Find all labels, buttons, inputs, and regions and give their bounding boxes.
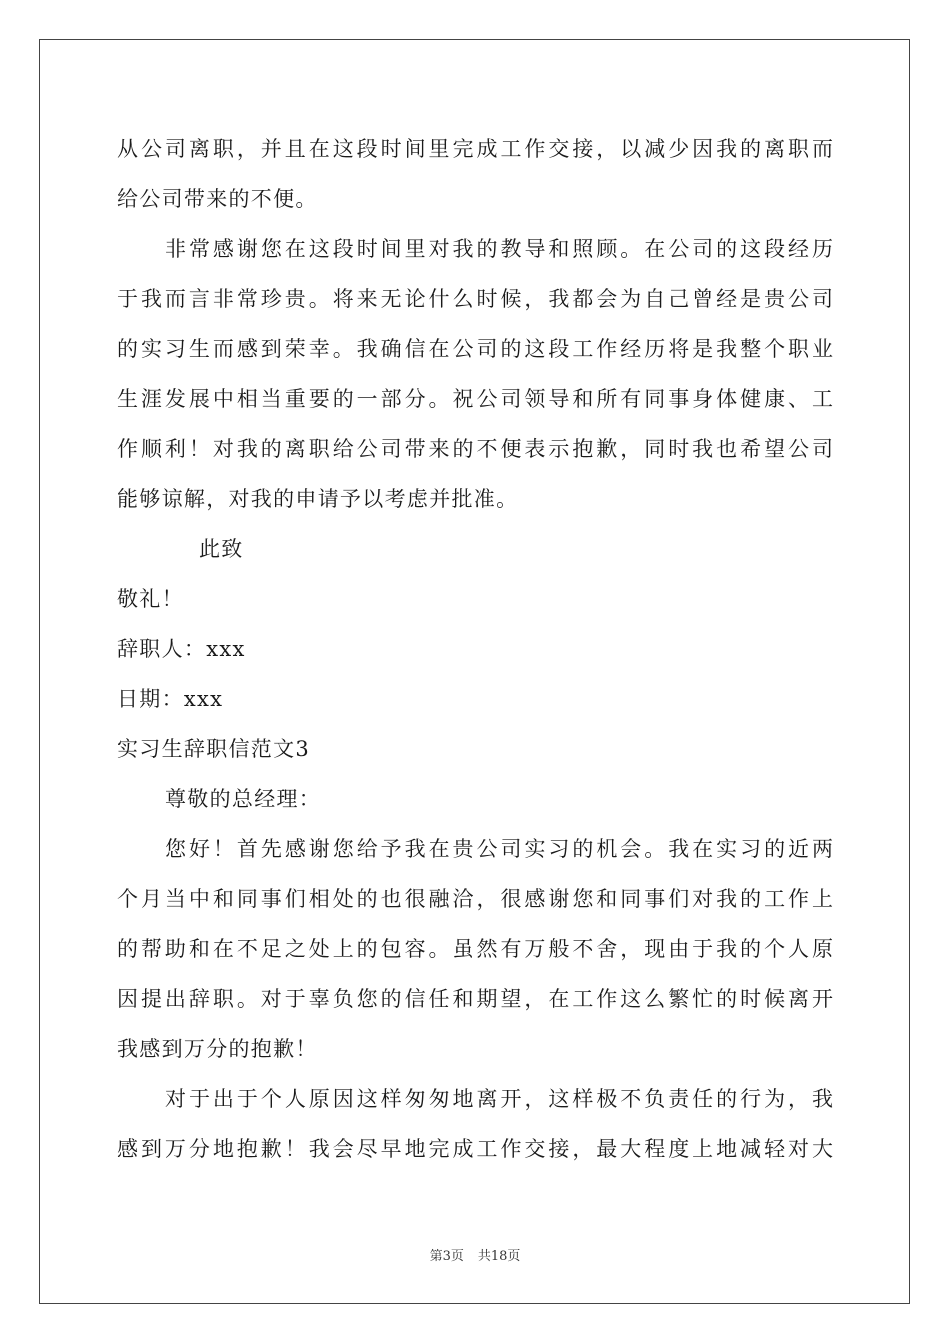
paragraph-first-line: 非常感谢您在这段时间里对我的教导和照顾。在公司的这段经历	[165, 237, 833, 261]
greeting-line: 尊敬的总经理：	[165, 787, 322, 811]
closing-salutation: 此致	[199, 537, 244, 561]
body-line: 于我而言非常珍贵。将来无论什么时候，我都会为自己曾经是贵公司	[117, 287, 833, 311]
body-line: 生涯发展中相当重要的一部分。祝公司领导和所有同事身体健康、工	[117, 387, 833, 411]
body-line: 的帮助和在不足之处上的包容。虽然有万般不舍，现由于我的个人原	[117, 937, 833, 961]
section-title: 实习生辞职信范文3	[117, 737, 311, 761]
body-line: 的实习生而感到荣幸。我确信在公司的这段工作经历将是我整个职业	[117, 337, 833, 361]
body-line: 作顺利！对我的离职给公司带来的不便表示抱歉，同时我也希望公司	[117, 437, 833, 461]
body-line: 感到万分地抱歉！我会尽早地完成工作交接，最大程度上地减轻对大	[117, 1137, 833, 1161]
paragraph-first-line: 您好！首先感谢您给予我在贵公司实习的机会。我在实习的近两	[165, 837, 833, 861]
date-line: 日期：xxx	[117, 687, 224, 711]
body-line: 给公司带来的不便。	[117, 187, 318, 211]
page-frame	[39, 39, 910, 1304]
paragraph-first-line: 对于出于个人原因这样匆匆地离开，这样极不负责任的行为，我	[165, 1087, 833, 1111]
page-footer	[0, 1248, 950, 1266]
page-total: 共18页	[477, 1249, 521, 1264]
closing-regards: 敬礼！	[117, 587, 184, 611]
body-line: 能够谅解，对我的申请予以考虑并批准。	[117, 487, 519, 511]
body-line: 因提出辞职。对于辜负您的信任和期望，在工作这么繁忙的时候离开	[117, 987, 833, 1011]
body-line: 个月当中和同事们相处的也很融洽，很感谢您和同事们对我的工作上	[117, 887, 833, 911]
signer-line: 辞职人：xxx	[117, 637, 246, 661]
body-line: 从公司离职，并且在这段时间里完成工作交接，以减少因我的离职而	[117, 137, 833, 161]
page-number: 第3页	[429, 1249, 464, 1264]
body-line: 我感到万分的抱歉！	[117, 1037, 318, 1061]
